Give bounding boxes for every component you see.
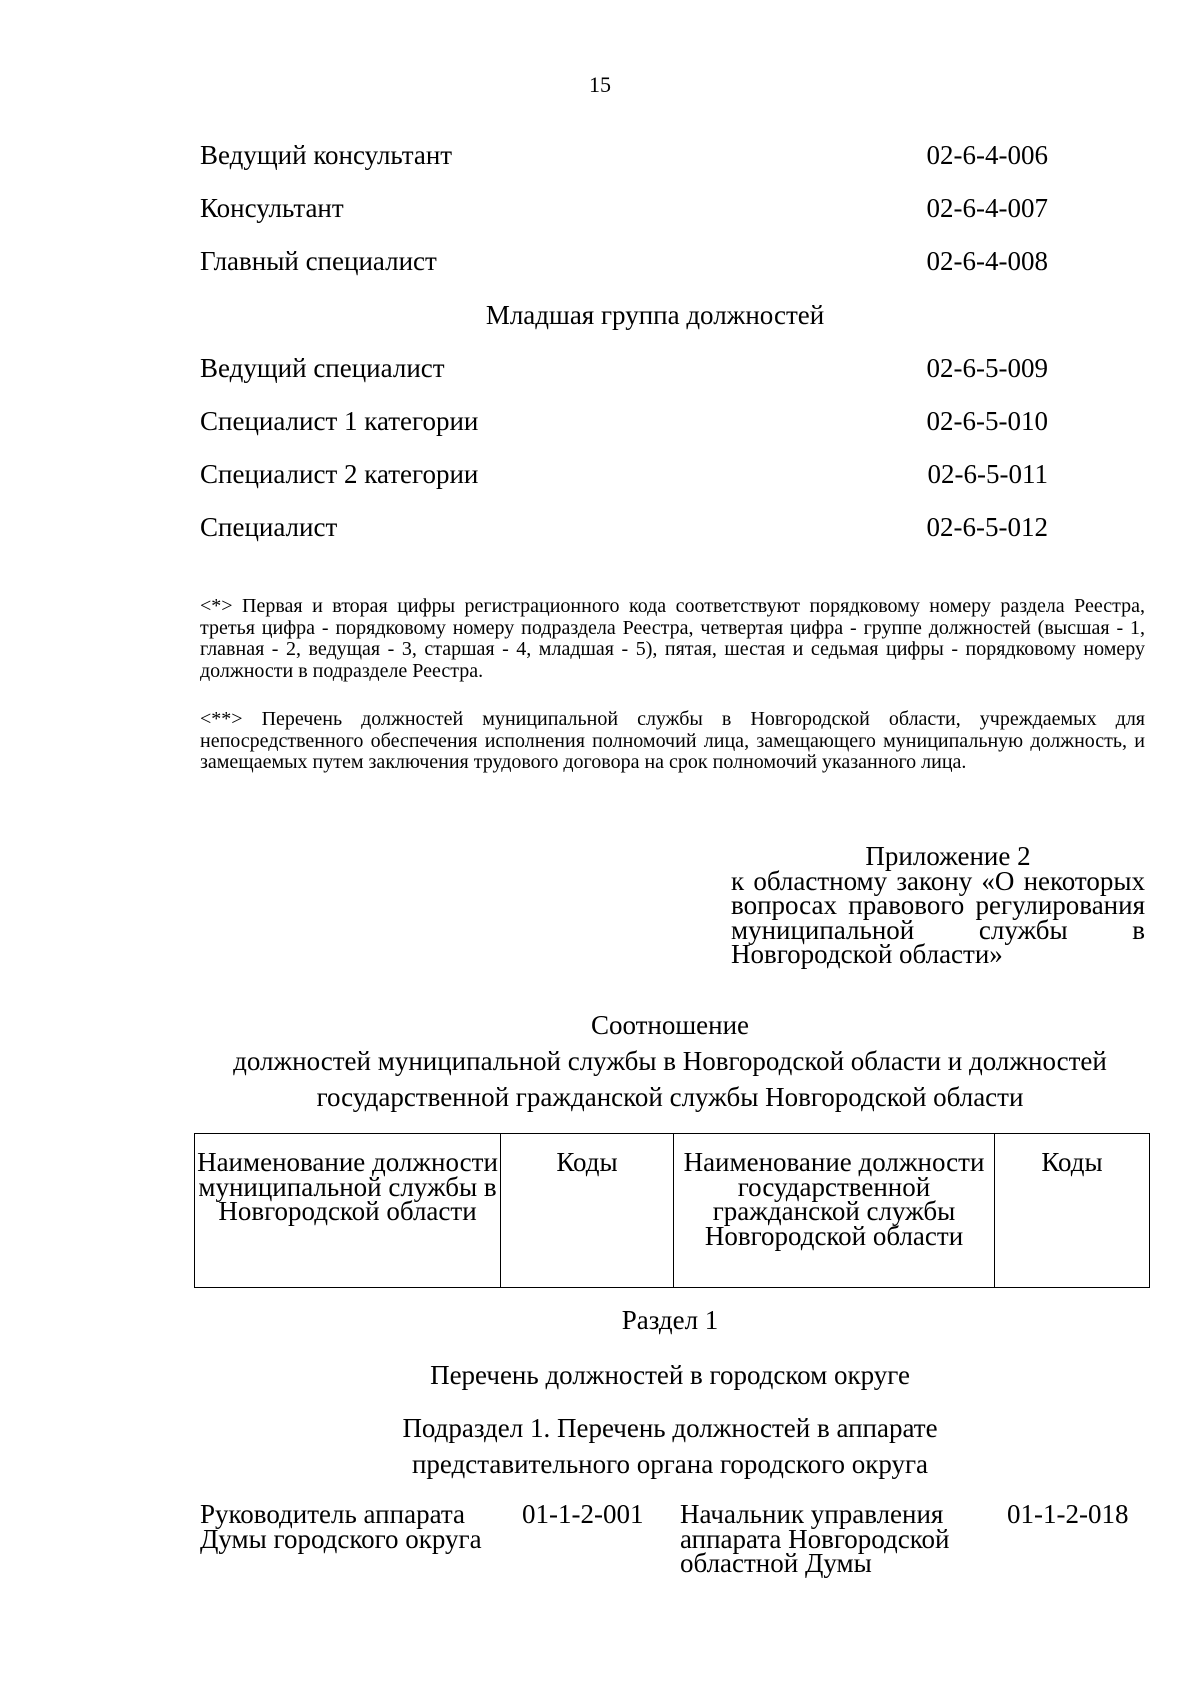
- position-row: [200, 140, 1048, 176]
- municipal-position-code: 01-1-2-001: [522, 1499, 644, 1529]
- position-row: [200, 193, 1048, 229]
- position-code: 02-6-4-007: [926, 193, 1048, 223]
- position-code: 02-6-5-012: [926, 512, 1048, 542]
- position-row: [200, 406, 1048, 442]
- position-code: 02-6-4-008: [926, 246, 1048, 276]
- appendix-title: Приложение 2: [865, 841, 1031, 871]
- municipal-position-name: Руководитель аппарата Думы городского округа: [200, 1499, 482, 1554]
- footnote-registration-code: <*> Первая и вторая цифры регистрационного кода соответствуют порядковому номеру раздела Реестра, третья цифра - порядковому номеру подраздела Реестра, четвертая цифра - группе должностей (высшая - 1, главная - 2, ведущая - 3, старшая - 4, младшая - 5), пятая, шестая и седьмая цифры - порядковому номеру должности в подразделе Реестра.: [200, 595, 1145, 682]
- position-name: Специалист 1 категории: [200, 406, 479, 436]
- appendix-text: к областному закону «О некоторых вопросах правового регулирования муниципальной службы в Новгородской области»: [731, 865, 1145, 969]
- header-municipal-position: Наименование должности муниципальной службы в Новгородской области: [195, 1134, 501, 1288]
- state-position-name: Начальник управления аппарата Новгородской областной Думы: [680, 1499, 950, 1578]
- subsection-line2: представительного органа городского округа: [411, 1449, 929, 1479]
- position-name: Главный специалист: [200, 246, 437, 276]
- position-row: [200, 459, 1048, 495]
- header-state-position: Наименование должности государственной гражданской службы Новгородской области: [674, 1134, 995, 1288]
- junior-group-title: Младшая группа должностей: [485, 300, 825, 330]
- correlation-subtitle-line1: должностей муниципальной службы в Новгородской области и должностей: [233, 1046, 1107, 1076]
- correlation-title: Соотношение: [590, 1010, 750, 1040]
- correlation-subtitle-line2: государственной гражданской службы Новгородской области: [316, 1082, 1024, 1112]
- state-position-code: 01-1-2-018: [1007, 1499, 1129, 1529]
- position-code: 02-6-4-006: [926, 140, 1048, 170]
- section-title: Раздел 1: [621, 1305, 719, 1335]
- position-row: [200, 512, 1048, 548]
- position-name: Специалист 2 категории: [200, 459, 479, 489]
- position-code: 02-6-5-011: [927, 459, 1048, 489]
- position-code: 02-6-5-009: [926, 353, 1048, 383]
- position-row: [200, 246, 1048, 282]
- page-number: 15: [589, 72, 611, 97]
- section-name: Перечень должностей в городском округе: [430, 1360, 910, 1390]
- position-row: [200, 353, 1048, 389]
- subsection-line1: Подраздел 1. Перечень должностей в аппарате: [402, 1413, 938, 1443]
- position-name: Специалист: [200, 512, 338, 542]
- position-name: Ведущий консультант: [200, 140, 453, 170]
- position-name: Консультант: [200, 193, 344, 223]
- position-name: Ведущий специалист: [200, 353, 445, 383]
- footnote-positions-list: <**> Перечень должностей муниципальной службы в Новгородской области, учреждаемых для непосредственного обеспечения исполнения полномочий лица, замещающего муниципальную должность, и замещаемых путем заключения трудового договора на срок полномочий указанного лица.: [200, 708, 1145, 773]
- header-municipal-code: Коды: [501, 1134, 674, 1288]
- position-code: 02-6-5-010: [926, 406, 1048, 436]
- appendix-block: [731, 841, 1145, 969]
- header-state-code: Коды: [995, 1134, 1150, 1288]
- correspondence-table-header: [194, 1133, 1150, 1288]
